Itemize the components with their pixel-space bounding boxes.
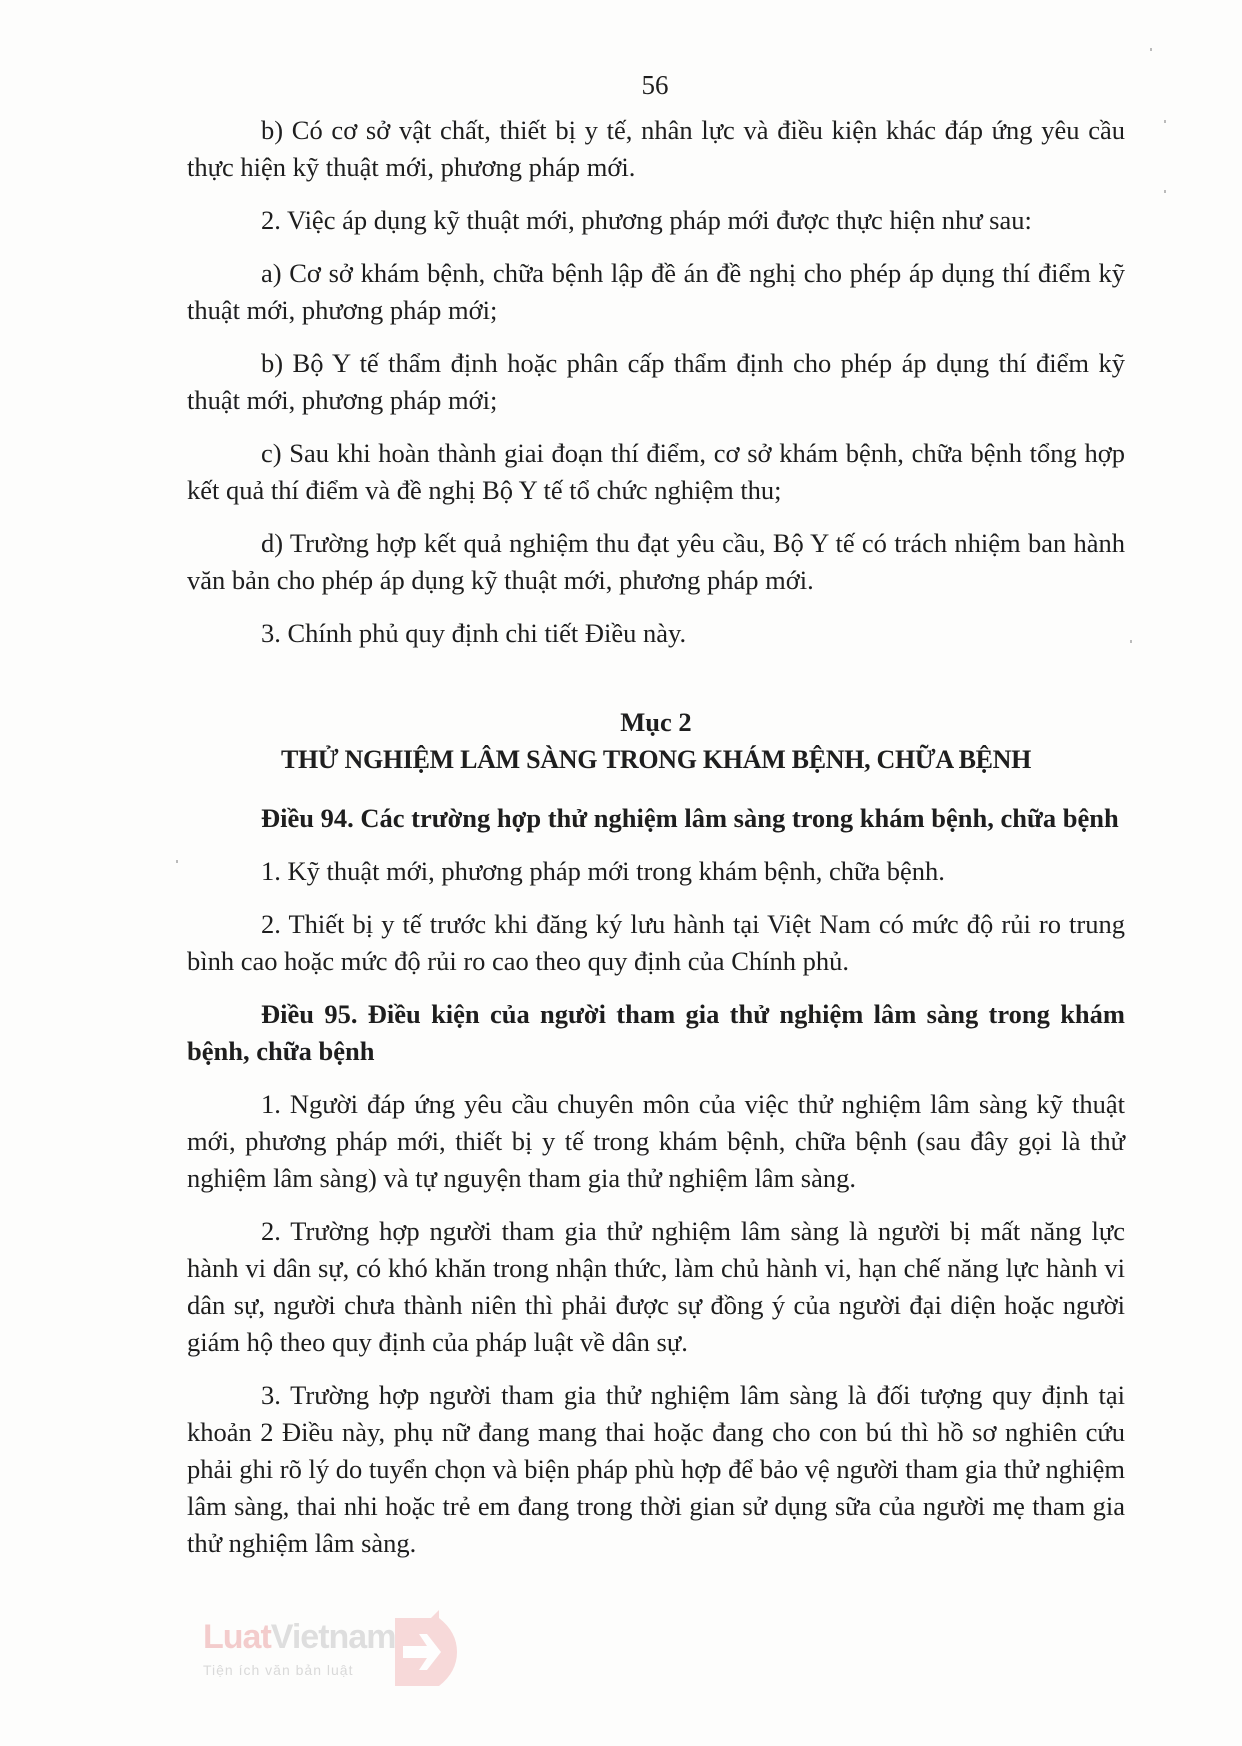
watermark-tagline: Tiện ích văn bản luật: [203, 1662, 354, 1678]
article-94-clause-2: 2. Thiết bị y tế trước khi đăng ký lưu hành tại Việt Nam có mức độ rủi ro trung bình cao hoặc mức độ rủi ro cao theo quy định của Chính phủ.: [187, 909, 1125, 976]
paragraph-a-proposal: a) Cơ sở khám bệnh, chữa bệnh lập đề án đề nghị cho phép áp dụng thí điểm kỹ thuật mới, phương pháp mới;: [187, 258, 1125, 325]
paragraph-b-facilities: b) Có cơ sở vật chất, thiết bị y tế, nhân lực và điều kiện khác đáp ứng yêu cầu thực hiện kỹ thuật mới, phương pháp mới.: [187, 115, 1125, 182]
paragraph-b-appraisal: b) Bộ Y tế thẩm định hoặc phân cấp thẩm định cho phép áp dụng thí điểm kỹ thuật mới, phương pháp mới;: [187, 348, 1125, 415]
paragraph-clause-2: 2. Việc áp dụng kỹ thuật mới, phương pháp mới được thực hiện như sau:: [261, 205, 1032, 235]
article-95-clause-2: 2. Trường hợp người tham gia thử nghiệm lâm sàng là người bị mất năng lực hành vi dân sự, có khó khăn trong nhận thức, làm chủ hành vi, hạn chế năng lực hành vi dân sự, người chưa thành niên thì phải được sự đồng ý của người đại diện hoặc người giám hộ theo quy định của pháp luật về dân sự.: [187, 1216, 1125, 1357]
paragraph-clause-3: 3. Chính phủ quy định chi tiết Điều này.: [261, 618, 687, 648]
watermark-brand: [203, 1618, 395, 1657]
watermark-brand-luat: Luat: [203, 1618, 271, 1656]
arrow-logo-icon: [391, 1610, 457, 1690]
article-95-heading: Điều 95. Điều kiện của người tham gia thử nghiệm lâm sàng trong khám bệnh, chữa bệnh: [187, 999, 1125, 1066]
document-body: [187, 112, 1125, 1578]
section-label: Mục 2: [620, 707, 692, 737]
paragraph-c-pilot: c) Sau khi hoàn thành giai đoạn thí điểm, cơ sở khám bệnh, chữa bệnh tổng hợp kết quả thí điểm và đề nghị Bộ Y tế tổ chức nghiệm thu;: [187, 438, 1125, 505]
luatvietnam-watermark: [203, 1610, 463, 1690]
scan-speck: [1164, 190, 1166, 193]
scan-speck: [1164, 120, 1166, 123]
page-number: 56: [641, 70, 669, 100]
article-94-clause-1: 1. Kỹ thuật mới, phương pháp mới trong khám bệnh, chữa bệnh.: [261, 856, 945, 886]
scan-speck: [176, 860, 178, 863]
watermark-brand-vietnam: Vietnam: [270, 1618, 396, 1656]
section-title: THỬ NGHIỆM LÂM SÀNG TRONG KHÁM BỆNH, CHỮA BỆNH: [280, 745, 1032, 774]
scan-speck: [1150, 48, 1152, 51]
article-94-heading: Điều 94. Các trường hợp thử nghiệm lâm sàng trong khám bệnh, chữa bệnh: [261, 803, 1119, 833]
article-95-clause-1: 1. Người đáp ứng yêu cầu chuyên môn của việc thử nghiệm lâm sàng kỹ thuật mới, phương pháp mới, thiết bị y tế trong khám bệnh, chữa bệnh (sau đây gọi là thử nghiệm lâm sàng) và tự nguyện tham gia thử nghiệm lâm sàng.: [187, 1089, 1125, 1193]
paragraph-d-acceptance: d) Trường hợp kết quả nghiệm thu đạt yêu cầu, Bộ Y tế có trách nhiệm ban hành văn bản cho phép áp dụng kỹ thuật mới, phương pháp mới.: [187, 528, 1125, 595]
article-95-clause-3: 3. Trường hợp người tham gia thử nghiệm lâm sàng là đối tượng quy định tại khoản 2 Điều này, phụ nữ đang mang thai hoặc đang cho con bú thì hồ sơ nghiên cứu phải ghi rõ lý do tuyển chọn và biện pháp phù hợp để bảo vệ người tham gia thử nghiệm lâm sàng, thai nhi hoặc trẻ em đang trong thời gian sử dụng sữa của người mẹ tham gia thử nghiệm lâm sàng.: [187, 1380, 1125, 1558]
scan-speck: [1130, 640, 1132, 643]
